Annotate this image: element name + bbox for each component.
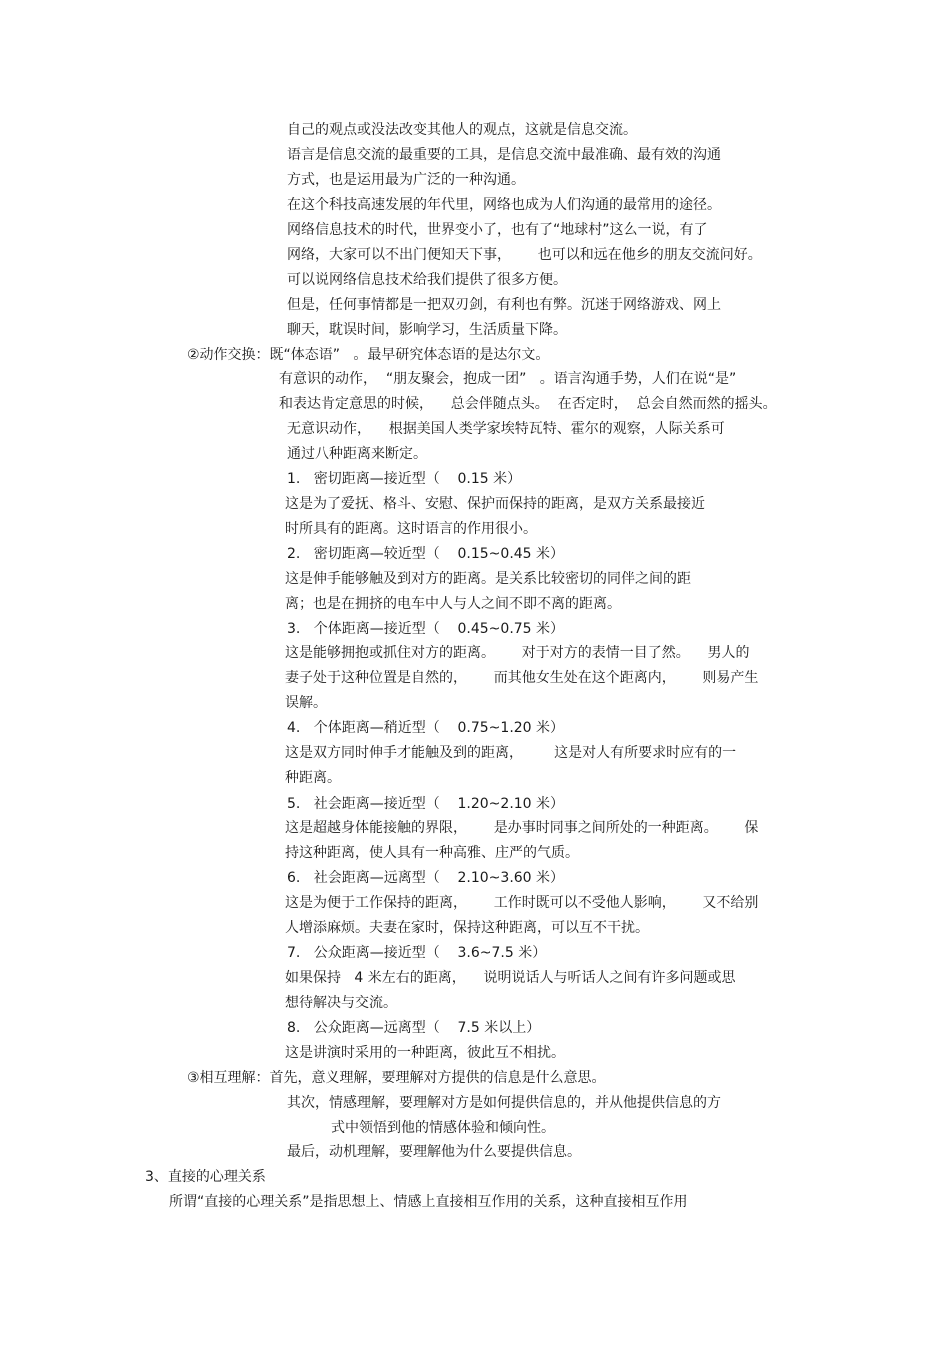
text-line: 其次，情感理解，要理解对方是如何提供信息的，并从他提供信息的方 (287, 1095, 721, 1111)
section-title: 3、直接的心理关系 (145, 1169, 266, 1185)
text-line: 自己的观点或没法改变其他人的观点，这就是信息交流。 (287, 122, 637, 138)
text-line: 这是讲演时采用的一种距离，彼此互不相扰。 (285, 1045, 565, 1061)
text-line: 但是，任何事情都是一把双刃剑，有利也有弊。沉迷于网络游戏、网上 (287, 297, 721, 313)
text-line: 如果保持 4 米左右的距离， 说明说话人与听话人之间有许多问题或思 (285, 970, 736, 986)
section-heading: ②动作交换：既“体态语” 。最早研究体态语的是达尔文。 (187, 347, 550, 363)
text-line: 这是为了爱抚、格斗、安慰、保护而保持的距离，是双方关系最接近 (285, 496, 705, 512)
text-line: 最后，动机理解，要理解他为什么要提供信息。 (287, 1144, 581, 1160)
list-item-heading: 2. 密切距离—较近型（ 0.15~0.45 米） (287, 546, 565, 562)
text-line: 聊天，耽误时间，影响学习，生活质量下降。 (287, 322, 567, 338)
text-line: 这是超越身体能接触的界限， 是办事时同事之间所处的一种距离。 保 (285, 820, 759, 836)
text-line: 人增添麻烦。夫妻在家时，保持这种距离，可以互不干扰。 (285, 920, 649, 936)
text-line: 式中领悟到他的情感体验和倾向性。 (331, 1120, 555, 1136)
text-line: 这是为便于工作保持的距离， 工作时既可以不受他人影响， 又不给别 (285, 895, 759, 911)
text-line: 种距离。 (285, 770, 341, 786)
list-item-heading: 8. 公众距离—远离型（ 7.5 米以上） (287, 1020, 541, 1036)
text-line: 在这个科技高速发展的年代里，网络也成为人们沟通的最常用的途径。 (287, 197, 721, 213)
text-line: 所谓“直接的心理关系”是指思想上、情感上直接相互作用的关系，这种直接相互作用 (169, 1194, 688, 1210)
text-line: 这是伸手能够触及到对方的距离。是关系比较密切的同伴之间的距 (285, 571, 691, 587)
text-line: 可以说网络信息技术给我们提供了很多方便。 (287, 272, 567, 288)
text-line: 网络信息技术的时代，世界变小了，也有了“地球村”这么一说，有了 (287, 222, 708, 238)
list-item-heading: 5. 社会距离—接近型（ 1.20~2.10 米） (287, 796, 565, 812)
text-line: 时所具有的距离。这时语言的作用很小。 (285, 521, 537, 537)
text-line: 无意识动作， 根据美国人类学家埃特瓦特、霍尔的观察，人际关系可 (287, 421, 725, 437)
text-line: 持这种距离，使人具有一种高雅、庄严的气质。 (285, 845, 579, 861)
text-line: 方式，也是运用最为广泛的一种沟通。 (287, 172, 525, 188)
text-line: 有意识的动作， “朋友聚会，抱成一团” 。语言沟通手势，人们在说“是” (279, 371, 737, 387)
text-line: 误解。 (285, 695, 327, 711)
text-line: 网络，大家可以不出门便知天下事， 也可以和远在他乡的朋友交流问好。 (287, 247, 762, 263)
text-line: 和表达肯定意思的时候， 总会伴随点头。 在否定时， 总会自然而然的摇头。 (279, 396, 777, 412)
list-item-heading: 6. 社会距离—远离型（ 2.10~3.60 米） (287, 870, 565, 886)
list-item-heading: 1. 密切距离—接近型（ 0.15 米） (287, 471, 522, 487)
list-item-heading: 3. 个体距离—接近型（ 0.45~0.75 米） (287, 621, 565, 637)
text-line: 这是双方同时伸手才能触及到的距离， 这是对人有所要求时应有的一 (285, 745, 737, 761)
text-line: 离；也是在拥挤的电车中人与人之间不即不离的距离。 (285, 596, 621, 612)
text-line: 想待解决与交流。 (285, 995, 397, 1011)
section-heading: ③相互理解：首先，意义理解，要理解对方提供的信息是什么意思。 (187, 1070, 606, 1086)
text-line: 通过八种距离来断定。 (287, 446, 427, 462)
list-item-heading: 4. 个体距离—稍近型（ 0.75~1.20 米） (287, 720, 565, 736)
text-line: 妻子处于这种位置是自然的， 而其他女生处在这个距离内， 则易产生 (285, 670, 759, 686)
text-line: 这是能够拥抱或抓住对方的距离。 对于对方的表情一目了然。 男人的 (285, 645, 750, 661)
text-line: 语言是信息交流的最重要的工具，是信息交流中最准确、最有效的沟通 (287, 147, 721, 163)
list-item-heading: 7. 公众距离—接近型（ 3.6~7.5 米） (287, 945, 547, 961)
